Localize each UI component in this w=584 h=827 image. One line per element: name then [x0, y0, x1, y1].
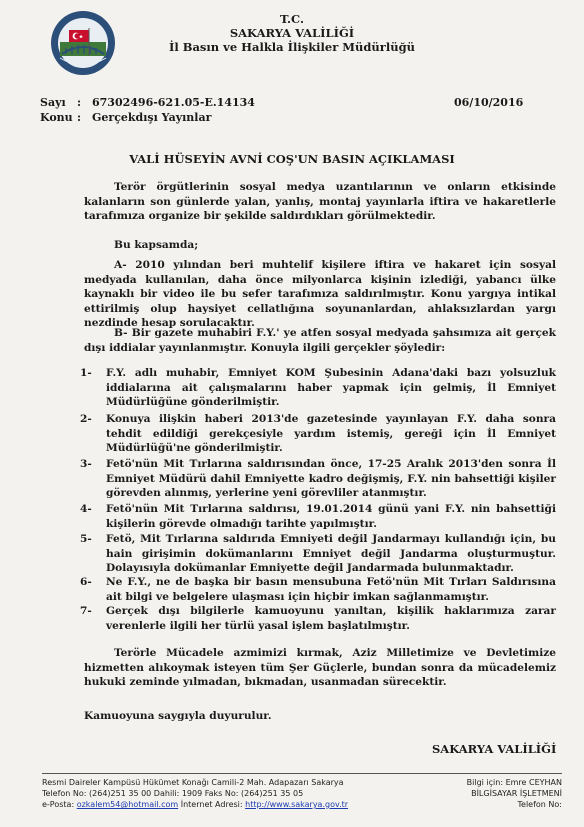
- header-governorship: SAKARYA VALİLİĞİ: [229, 26, 355, 40]
- list-text: Fetö'nün Mit Tırlarına saldırısı, 19.01.2014 günü yani F.Y. nin bahsettiği kişilerin görevde olmadığı tarihte yapılmıştır.: [106, 503, 556, 530]
- footer-phone: Telefon No: (264)251 35 00 Dahili: 1909 Faks No: (264)251 35 05: [42, 789, 304, 798]
- sayi-value: 67302496-621.05-E.14134: [92, 96, 255, 109]
- sayi-colon: :: [77, 96, 82, 109]
- web-label: İnternet Adresi:: [180, 800, 243, 809]
- header-tc: T.C.: [279, 12, 305, 26]
- list-number: 6-: [80, 576, 92, 588]
- document-title: VALİ HÜSEYİN AVNİ COŞ'UN BASIN AÇIKLAMASI: [129, 152, 455, 166]
- list-text: Gerçek dışı bilgilerle kamuoyunu yanıltan, kişilik haklarımıza zarar verenlerle ilgili her türlü yasal işlem başlatılmıştır.: [106, 605, 556, 632]
- footer-tel: Telefon No:: [517, 800, 562, 809]
- list-text: Fetö'nün Mit Tırlarına saldırısından önce, 17-25 Aralık 2013'den sonra İl Emniyet Müdürü dahil Emniyette kadro değişmiş, F.Y. nin bahsettiği kişiler görevden alınmış, yerlerine yeni görevliler atanmıştır.: [106, 458, 556, 500]
- email-link[interactable]: ozkalem54@hotmail.com: [76, 800, 179, 809]
- regards-line: Kamuoyuna saygıyla duyurulur.: [84, 710, 272, 722]
- konu-value: Gerçekdışı Yayınlar: [92, 111, 212, 124]
- bu-kapsamda: Bu kapsamda;: [114, 239, 199, 251]
- intro-paragraph: Terör örgütlerinin sosyal medya uzantılarının ve onların etkisinde kalanların son günlerde yalan, yanlış, montaj yayınlarla iftira ve hakaretlerle tarafımıza organize bir şekilde saldırdıkları görülmektedir.: [84, 181, 556, 223]
- list-number: 5-: [80, 533, 92, 545]
- list-number: 2-: [80, 413, 92, 425]
- footer-address: Resmi Daireler Kampüsü Hükümet Konağı Camili-2 Mah. Adapazarı Sakarya: [42, 778, 344, 787]
- list-text: Ne F.Y., ne de başka bir basın mensubuna Fetö'nün Mit Tırları Saldırısına ait bilgi ve belgelere ulaşması için hiçbir imkan sağlanmamıştır.: [106, 576, 556, 603]
- email-label: e-Posta:: [42, 800, 75, 809]
- signature-block: SAKARYA VALİLİĞİ: [432, 742, 557, 756]
- website-link[interactable]: http://www.sakarya.gov.tr: [245, 800, 349, 809]
- sayi-label: Sayı: [40, 96, 66, 109]
- footer-contact: [42, 800, 348, 811]
- footer-role: BİLGİSAYAR İŞLETMENİ: [471, 789, 562, 798]
- paragraph-a: A- 2010 yılından beri muhtelif kişilere iftira ve hakaret için sosyal medyada kullanılan, daha önce milyonlarca kişinin izlediği, yabancı ülke kaynaklı bir video ile bu sefer tarafımıza saldırılmıştır. Konu yargıya intikal ettirilmiş olup haysiyet cellatlığına soyunanlardan, ahlaksızlardan yargı nezdinde hesap sorulacaktır.: [84, 259, 556, 330]
- list-number: 4-: [80, 503, 92, 515]
- footer-divider: [42, 773, 562, 774]
- list-number: 3-: [80, 458, 92, 470]
- list-text: Fetö, Mit Tırlarına saldırıda Emniyeti değil Jandarmayı kullandığı için, bu hain girişimin dokümanlarını Emniyet değil Jandarma oluşturmuştur. Dolayısıyla dokümanlar Emniyette değil Jandarmada bulunmaktadır.: [106, 533, 556, 575]
- list-number: 7-: [80, 605, 92, 617]
- closing-paragraph: Terörle Mücadele azmimizi kırmak, Aziz Milletimize ve Devletimize hizmetten alıkoymak isteyen tüm Şer Güçlerle, bundan sonra da mücadelemiz hukuki zeminde yılmadan, bıkmadan, usanmadan sürecektir.: [84, 647, 556, 689]
- list-text: Konuya ilişkin haberi 2013'de gazetesinde yayınlayan F.Y. daha sonra tehdit edildiği gerekçesiyle yardım istemiş, gereği için İl Emniyet Müdürlüğü'ne gönderilmiştir.: [106, 413, 556, 455]
- list-number: 1-: [80, 367, 92, 379]
- footer-info: Bilgi için: Emre CEYHAN: [466, 778, 562, 787]
- document-date: 06/10/2016: [454, 96, 524, 109]
- konu-colon: :: [77, 111, 82, 124]
- konu-label: Konu: [40, 111, 73, 124]
- header-directorate: İl Basın ve Halkla İlişkiler Müdürlüğü: [169, 40, 415, 54]
- list-text: F.Y. adlı muhabir, Emniyet KOM Şubesinin Adana'daki bazı yolsuzluk iddialarına ait çalışmalarını haber yapmak için gelmiş, İl Emniyet Müdürlüğüne gönderilmiştir.: [106, 367, 556, 409]
- paragraph-b: B- Bir gazete muhabiri F.Y.' ye atfen sosyal medyada şahsımıza ait gerçek dışı iddialar yayınlanmıştır. Konuyla ilgili gerçekler şöyledir:: [84, 327, 556, 354]
